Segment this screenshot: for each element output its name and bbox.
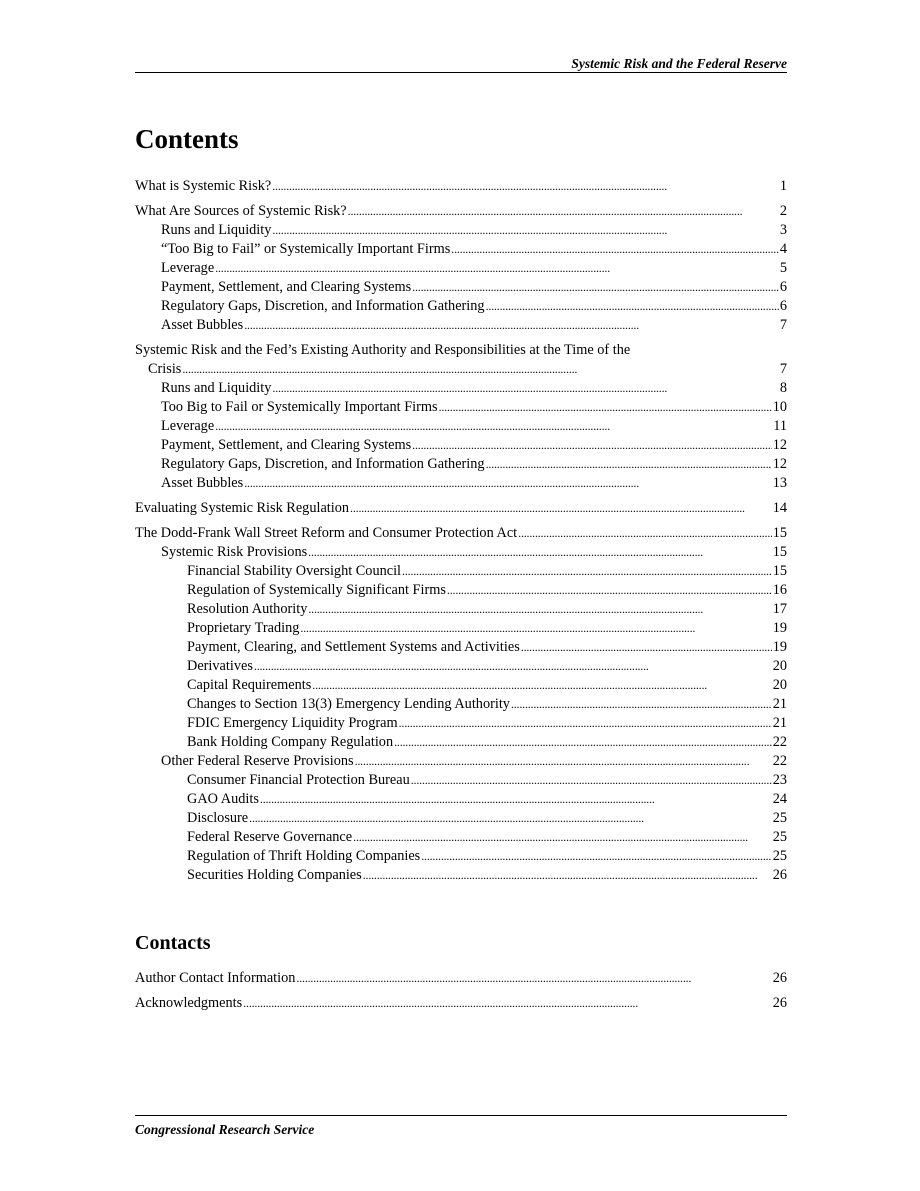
toc-leader [272, 379, 778, 398]
toc-leader [312, 676, 771, 695]
toc-leader [394, 733, 772, 752]
toc-leader [411, 771, 772, 790]
toc-entry-title: Federal Reserve Governance [187, 829, 353, 845]
toc-entry-title: Asset Bubbles [161, 317, 244, 333]
contacts-entry-page: 26 [772, 995, 787, 1011]
toc-leader [272, 177, 779, 196]
toc-entry-page: 4 [779, 241, 787, 257]
toc-entry-title: Leverage [161, 418, 215, 434]
toc-leader [244, 474, 771, 493]
toc-leader [182, 360, 778, 379]
toc-leader [521, 638, 772, 657]
toc-entry-page: 25 [772, 810, 787, 826]
toc-entry[interactable] [135, 398, 787, 417]
toc-entry-title: Changes to Section 13(3) Emergency Lending Authority [187, 696, 510, 712]
toc-entry-title: Other Federal Reserve Provisions [161, 753, 354, 769]
toc-entry-title: Regulatory Gaps, Discretion, and Information Gathering [161, 298, 485, 314]
toc-leader [308, 543, 772, 562]
toc-entry[interactable] [135, 259, 787, 278]
toc-entry[interactable] [135, 221, 787, 240]
contacts-entry-title: Acknowledgments [135, 995, 243, 1011]
toc-entry-title: Securities Holding Companies [187, 867, 362, 883]
toc-entry-page: 24 [772, 791, 787, 807]
toc-entry-page: 12 [772, 437, 787, 453]
toc-leader [451, 240, 779, 259]
toc-entry-title: Resolution Authority [187, 601, 308, 617]
toc-entry-page: 12 [772, 456, 787, 472]
toc-entry[interactable] [135, 657, 787, 676]
toc-entry[interactable] [135, 474, 787, 493]
toc-entry-page: 10 [772, 399, 787, 415]
toc-entry[interactable] [135, 202, 787, 221]
contacts-entry-page: 26 [772, 970, 787, 986]
toc-entry[interactable] [135, 379, 787, 398]
toc-entry[interactable] [135, 417, 787, 436]
toc-leader [421, 847, 771, 866]
toc-entry-title-continued: Crisis [148, 361, 182, 377]
toc-entry-title: The Dodd-Frank Wall Street Reform and Consumer Protection Act [135, 525, 518, 541]
header-rule [135, 72, 787, 73]
toc-entry[interactable] [135, 455, 787, 474]
toc-entry-title: Asset Bubbles [161, 475, 244, 491]
toc-leader [260, 790, 772, 809]
toc-entry[interactable] [135, 714, 787, 733]
toc-entry[interactable] [135, 676, 787, 695]
toc-entry-page: 25 [772, 829, 787, 845]
toc-entry-page: 20 [772, 658, 787, 674]
contacts-list [135, 969, 787, 1013]
toc-leader [308, 600, 771, 619]
toc-entry[interactable] [135, 790, 787, 809]
toc-entry[interactable] [135, 278, 787, 297]
toc-entry[interactable] [135, 828, 787, 847]
toc-entry[interactable] [135, 581, 787, 600]
toc-entry-title: FDIC Emergency Liquidity Program [187, 715, 398, 731]
toc-entry-title: Capital Requirements [187, 677, 312, 693]
toc-leader [215, 417, 772, 436]
toc-entry-title: Payment, Settlement, and Clearing Systems [161, 279, 412, 295]
toc-entry-page: 21 [772, 696, 787, 712]
toc-entry[interactable] [135, 499, 787, 518]
toc-entry-page: 21 [772, 715, 787, 731]
toc-entry[interactable] [135, 619, 787, 638]
toc-entry-page: 3 [779, 222, 787, 238]
toc-entry-title: Leverage [161, 260, 215, 276]
toc-entry-page: 14 [772, 500, 787, 516]
toc-entry-title: Proprietary Trading [187, 620, 300, 636]
toc-leader [272, 221, 778, 240]
toc-entry[interactable] [135, 436, 787, 455]
toc-entry-title: Financial Stability Oversight Council [187, 563, 402, 579]
toc-entry-page: 13 [772, 475, 787, 491]
toc-entry-page: 17 [772, 601, 787, 617]
toc-entry-title: Runs and Liquidity [161, 222, 272, 238]
toc-entry-page: 15 [772, 544, 787, 560]
toc-entry-title: Regulation of Thrift Holding Companies [187, 848, 421, 864]
toc-leader [486, 297, 779, 316]
toc-leader [447, 581, 772, 600]
toc-leader [402, 562, 772, 581]
contacts-entry[interactable] [135, 969, 787, 988]
toc-entry-title: Payment, Clearing, and Settlement Systems and Activities [187, 639, 520, 655]
toc-entry-title: Too Big to Fail or Systemically Important Firms [161, 399, 438, 415]
toc-entry-page: 1 [779, 178, 787, 194]
toc-entry-page: 15 [772, 525, 787, 541]
toc-entry-page: 26 [772, 867, 787, 883]
toc-leader [353, 828, 772, 847]
toc-entry[interactable] [135, 638, 787, 657]
toc-entry[interactable] [135, 240, 787, 259]
toc-entry-title: Bank Holding Company Regulation [187, 734, 394, 750]
toc-entry[interactable] [135, 562, 787, 581]
toc-entry-title: Systemic Risk Provisions [161, 544, 308, 560]
contacts-entry[interactable] [135, 994, 787, 1013]
contacts-entry-title: Author Contact Information [135, 970, 296, 986]
toc-leader [511, 695, 772, 714]
toc-entry-title: “Too Big to Fail” or Systemically Important Firms [161, 241, 451, 257]
toc-leader [355, 752, 772, 771]
toc-entry[interactable] [135, 297, 787, 316]
toc-leader [254, 657, 772, 676]
toc-leader [439, 398, 772, 417]
toc-leader [300, 619, 771, 638]
toc-entry[interactable] [135, 600, 787, 619]
toc-leader [348, 202, 779, 221]
toc-entry-page: 6 [779, 279, 787, 295]
toc-entry-page: 11 [773, 418, 787, 434]
contents-heading: Contents [135, 124, 239, 154]
toc-entry[interactable] [135, 733, 787, 752]
toc-entry-title: Regulation of Systemically Significant Firms [187, 582, 446, 598]
toc-entry-page: 22 [772, 734, 787, 750]
toc-entry[interactable] [135, 771, 787, 790]
toc-entry-title: Systemic Risk and the Fed’s Existing Authority and Responsibilities at the Time of the [135, 342, 631, 358]
toc-entry-title: What is Systemic Risk? [135, 178, 272, 194]
toc-entry-title: Disclosure [187, 810, 249, 826]
running-header: Systemic Risk and the Federal Reserve [571, 56, 787, 71]
toc-entry-page: 19 [772, 639, 787, 655]
toc-entry-page: 15 [772, 563, 787, 579]
toc-entry[interactable] [135, 177, 787, 196]
toc-entry[interactable] [135, 752, 787, 771]
toc-entry-page: 25 [772, 848, 787, 864]
toc-entry[interactable] [135, 847, 787, 866]
toc-leader [412, 278, 779, 297]
toc-entry-page: 6 [779, 298, 787, 314]
toc-leader [249, 809, 772, 828]
toc-leader [486, 455, 772, 474]
toc-entry-title: What Are Sources of Systemic Risk? [135, 203, 347, 219]
toc-entry[interactable] [135, 866, 787, 885]
toc-leader [243, 994, 771, 1013]
toc-leader [399, 714, 772, 733]
toc-leader [244, 316, 779, 335]
toc-leader [215, 259, 779, 278]
toc-entry-title: Runs and Liquidity [161, 380, 272, 396]
toc-entry-page: 7 [779, 317, 787, 333]
toc-entry-title: Consumer Financial Protection Bureau [187, 772, 410, 788]
toc-entry-page: 23 [772, 772, 787, 788]
toc-leader [296, 969, 771, 988]
toc-entry-page: 2 [779, 203, 787, 219]
toc-leader [518, 524, 772, 543]
contents-list [135, 177, 787, 885]
toc-leader [350, 499, 772, 518]
toc-entry-page: 16 [772, 582, 787, 598]
toc-entry-wrapped[interactable] [135, 341, 787, 379]
toc-entry[interactable] [135, 809, 787, 828]
toc-entry-title: Derivatives [187, 658, 253, 674]
toc-leader [412, 436, 772, 455]
toc-leader [363, 866, 772, 885]
toc-entry-page: 19 [772, 620, 787, 636]
toc-entry-page: 5 [779, 260, 787, 276]
toc-entry-title: Evaluating Systemic Risk Regulation [135, 500, 350, 516]
toc-entry-page: 8 [779, 380, 787, 396]
toc-entry-page: 22 [772, 753, 787, 769]
running-footer: Congressional Research Service [135, 1122, 315, 1137]
toc-entry-title: GAO Audits [187, 791, 259, 807]
toc-entry[interactable] [135, 543, 787, 562]
toc-entry[interactable] [135, 524, 787, 543]
footer-rule [135, 1115, 787, 1116]
toc-entry-page: 7 [779, 361, 787, 377]
toc-entry-page: 20 [772, 677, 787, 693]
toc-entry[interactable] [135, 316, 787, 335]
toc-entry-title: Regulatory Gaps, Discretion, and Information Gathering [161, 456, 485, 472]
toc-entry[interactable] [135, 695, 787, 714]
toc-entry-title: Payment, Settlement, and Clearing Systems [161, 437, 412, 453]
contacts-heading: Contacts [135, 932, 211, 954]
